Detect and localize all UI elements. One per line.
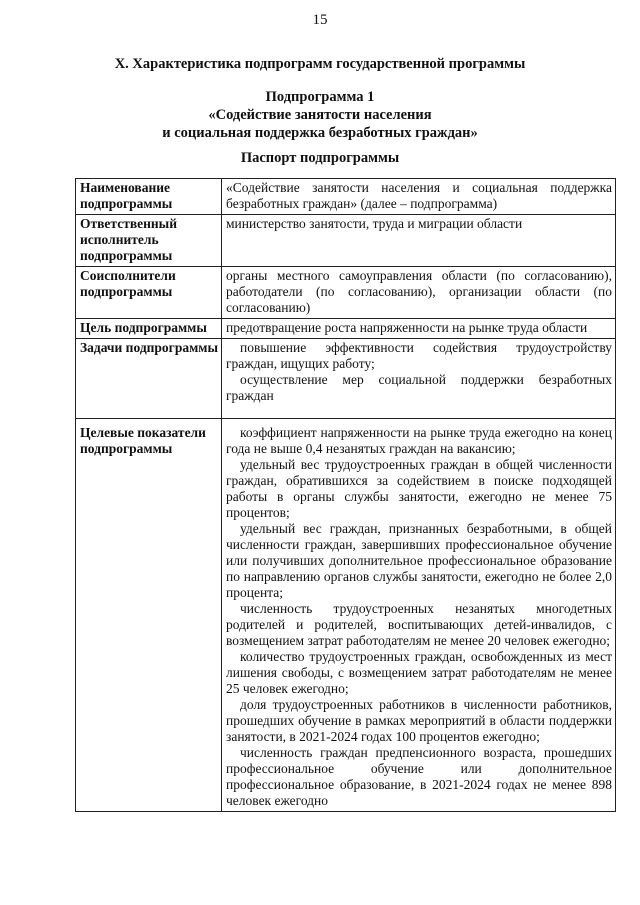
- value-paragraph: министерство занятости, труда и миграции области: [226, 216, 523, 231]
- subprogram-title-line: «Содействие занятости населения: [208, 107, 432, 123]
- table-row: [76, 179, 616, 215]
- row-value: [222, 339, 616, 419]
- table-row: [76, 339, 616, 419]
- value-paragraph: повышение эффективности содействия трудоустройству граждан, ищущих работу;: [226, 340, 612, 371]
- row-label: Целевые показатели подпрограммы: [76, 419, 222, 812]
- value-paragraph: удельный вес трудоустроенных граждан в общей численности граждан, обратившихся за содействием в поиске подходящей работы в органы службы занятости, ежегодно не менее 75 процентов;: [226, 457, 612, 520]
- row-value: [222, 319, 616, 339]
- row-value: [222, 215, 616, 267]
- page-number: 15: [312, 12, 328, 28]
- table-row: [76, 419, 616, 812]
- row-value: [222, 419, 616, 812]
- value-paragraph: «Содействие занятости населения и социальная поддержка безработных граждан» (далее – подпрограмма): [226, 180, 612, 211]
- table-row: [76, 319, 616, 339]
- row-value: [222, 179, 616, 215]
- value-paragraph: удельный вес граждан, признанных безработными, в общей численности граждан, завершивших профессиональное обучение или получивших дополнительное профессиональное образование по направлению органов службы занятости, ежегодно не более 2,0 процента;: [226, 521, 612, 600]
- subprogram-title-line: и социальная поддержка безработных граждан»: [162, 125, 478, 141]
- value-paragraph: доля трудоустроенных работников в численности работников, прошедших обучение в рамках мероприятий в области поддержки занятости, в 2021-2024 годах 100 процентов ежегодно;: [226, 697, 612, 744]
- subprogram-title: [0, 88, 640, 142]
- value-paragraph: численность граждан предпенсионного возраста, прошедших профессиональное обучение или дополнительное профессиональное образование, в 2021-2024 годах не менее 898 человек ежегодно: [226, 745, 612, 808]
- value-paragraph: осуществление мер социальной поддержки безработных граждан: [226, 372, 612, 403]
- row-label: Задачи подпрограммы: [76, 339, 222, 419]
- value-paragraph: количество трудоустроенных граждан, освобожденных из мест лишения свободы, с возмещением затрат работодателям не менее 25 человек ежегодно;: [226, 649, 612, 696]
- table-row: [76, 267, 616, 319]
- row-value: [222, 267, 616, 319]
- passport-title: Паспорт подпрограммы: [240, 150, 400, 166]
- section-heading: X. Характеристика подпрограмм государственной программы: [114, 56, 526, 72]
- value-paragraph: численность трудоустроенных незанятых многодетных родителей и родителей, воспитывающих детей-инвалидов, с возмещением затрат работодателям не менее 20 человек ежегодно;: [226, 601, 612, 648]
- row-label: Цель подпрограммы: [76, 319, 222, 339]
- value-paragraph: предотвращение роста напряженности на рынке труда области: [226, 320, 588, 335]
- value-paragraph: органы местного самоуправления области (по согласованию), работодатели (по согласованию), организации области (по согласованию): [226, 268, 612, 315]
- row-label: Ответственный исполнитель подпрограммы: [76, 215, 222, 267]
- row-label: Наименование подпрограммы: [76, 179, 222, 215]
- row-label: Соисполнители подпрограммы: [76, 267, 222, 319]
- subprogram-title-line: Подпрограмма 1: [265, 89, 375, 105]
- table-row: [76, 215, 616, 267]
- passport-table: [75, 178, 616, 812]
- value-paragraph: коэффициент напряженности на рынке труда ежегодно на конец года не выше 0,4 незанятых граждан на вакансию;: [226, 425, 612, 456]
